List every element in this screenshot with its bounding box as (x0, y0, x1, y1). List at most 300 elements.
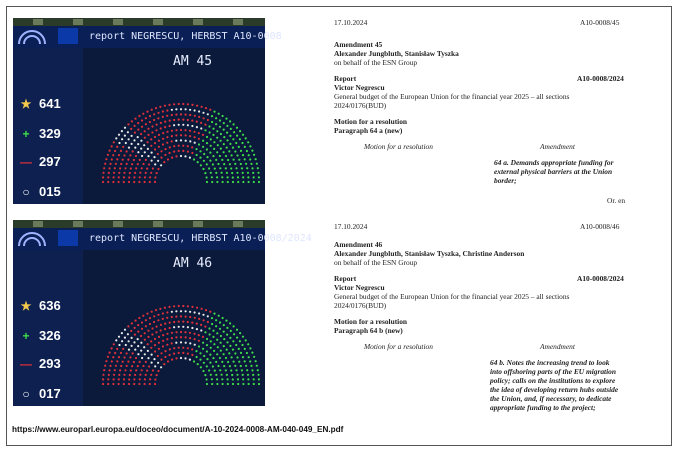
seat-dot (255, 360, 257, 362)
seat-dot (141, 167, 143, 169)
minus-icon: — (20, 155, 32, 169)
seat-dot (131, 365, 133, 367)
seat-dot (236, 172, 238, 174)
seat-dot (247, 343, 249, 345)
seat-dot (116, 146, 118, 148)
doc-language: Or. en (607, 196, 626, 205)
seat-dot (258, 181, 260, 183)
seat-dot (228, 352, 230, 354)
seat-dot (104, 365, 106, 367)
seat-dot (230, 167, 232, 169)
seat-dot (185, 310, 187, 312)
seat-dot (202, 140, 204, 142)
seat-dot (199, 352, 201, 354)
seat-dot (214, 168, 216, 170)
seat-dot (180, 108, 182, 110)
seat-dot (204, 374, 206, 376)
seat-dot (149, 317, 151, 319)
seat-dot (113, 343, 115, 345)
seat-dot (155, 129, 157, 131)
seat-dot (157, 319, 159, 321)
doc-col-left: Motion for a resolution (364, 142, 433, 151)
seat-dot (210, 145, 212, 147)
seat-dot (111, 158, 113, 160)
seat-dot (160, 352, 162, 354)
seat-dot (216, 332, 218, 334)
seat-dot (164, 121, 166, 123)
vote-screen-2 (13, 220, 312, 406)
seat-dot (154, 176, 156, 178)
seat-dot (230, 369, 232, 371)
seat-dot (198, 334, 200, 336)
seat-dot (149, 323, 151, 325)
seat-dot (197, 161, 199, 163)
seat-dot (127, 325, 129, 327)
seat-dot (234, 352, 236, 354)
seat-dot (241, 142, 243, 144)
seat-dot (137, 143, 139, 145)
seat-dot (199, 150, 201, 152)
votes-abstain-row (19, 386, 61, 401)
seat-dot (138, 317, 140, 319)
seat-dot (111, 347, 113, 349)
seat-dot (157, 355, 159, 357)
seat-dot (215, 123, 217, 125)
seat-dot (244, 360, 246, 362)
seat-dot (220, 342, 222, 344)
seat-dot (149, 176, 151, 178)
seat-dot (191, 354, 193, 356)
seat-dot (131, 337, 133, 339)
seat-dot (185, 140, 187, 142)
chamber-topbar (13, 220, 265, 228)
seat-dot (124, 337, 126, 339)
votes-for-row (19, 298, 61, 313)
seat-dot (137, 129, 139, 131)
seat-dot (149, 383, 151, 385)
seat-dot (253, 378, 255, 380)
seat-dot (131, 163, 133, 165)
seat-dot (215, 172, 217, 174)
seat-dot (166, 333, 168, 335)
seat-dot (232, 138, 234, 140)
seat-dot (114, 167, 116, 169)
seat-dot (168, 104, 170, 106)
doc-text-line: into offshoring parts of the EU migration (490, 367, 616, 376)
seat-dot (163, 161, 165, 163)
plus-icon: + (22, 329, 30, 343)
seat-dot (252, 172, 254, 174)
seat-dot (118, 374, 120, 376)
seat-dot (180, 134, 182, 136)
seat-dot (211, 317, 213, 319)
seat-dot (236, 337, 238, 339)
seat-dot (166, 142, 168, 144)
seat-dot (238, 348, 240, 350)
seat-dot (124, 127, 126, 129)
seat-dot (193, 333, 195, 335)
seat-dot (245, 339, 247, 341)
seat-dot (225, 357, 227, 359)
seat-dot (253, 176, 255, 178)
seat-dot (223, 143, 225, 145)
seat-dot (113, 378, 115, 380)
seat-dot (180, 139, 182, 141)
seat-dot (248, 154, 250, 156)
seat-dot (241, 167, 243, 169)
seat-dot (221, 176, 223, 178)
seat-dot (145, 361, 147, 363)
seat-dot (141, 328, 143, 330)
seat-dot (216, 353, 218, 355)
seat-dot (171, 337, 173, 339)
seat-dot (221, 378, 223, 380)
seat-dot (113, 374, 115, 376)
seat-dot (119, 369, 121, 371)
seat-dot (182, 150, 184, 152)
seat-dot (169, 152, 171, 154)
seat-dot (244, 158, 246, 160)
seat-dot (166, 131, 168, 133)
seat-dot (143, 346, 145, 348)
seat-dot (244, 348, 246, 350)
seat-dot (118, 181, 120, 183)
seat-dot (113, 172, 115, 174)
seat-dot (121, 332, 123, 334)
seat-dot (206, 338, 208, 340)
seat-dot (180, 129, 182, 131)
seat-dot (167, 360, 169, 362)
seat-dot (151, 354, 153, 356)
seat-dot (204, 326, 206, 328)
seat-dot (160, 157, 162, 159)
seat-dot (211, 383, 213, 385)
seat-dot (146, 313, 148, 315)
seat-dot (235, 344, 237, 346)
seat-dot (239, 340, 241, 342)
seat-dot (175, 114, 177, 116)
seat-dot (153, 321, 155, 323)
seat-dot (200, 122, 202, 124)
seat-dot (130, 128, 132, 130)
seat-dot (202, 134, 204, 136)
seat-dot (194, 109, 196, 111)
seat-dot (219, 369, 221, 371)
seat-dot (139, 172, 141, 174)
seat-dot (206, 163, 208, 165)
seat-dot (196, 126, 198, 128)
seat-dot (216, 383, 218, 385)
seat-dot (211, 181, 213, 183)
votes-minus: 293 (39, 356, 61, 371)
seat-dot (130, 330, 132, 332)
votes-against: 326 (39, 328, 61, 343)
seat-dot (191, 322, 193, 324)
seat-dot (152, 167, 154, 169)
seat-dot (229, 322, 231, 324)
seat-dot (153, 315, 155, 317)
seat-dot (175, 108, 177, 110)
seat-dot (205, 107, 207, 109)
seat-dot (140, 140, 142, 142)
seat-dot (128, 349, 130, 351)
seat-dot (147, 128, 149, 130)
seat-dot (112, 154, 114, 156)
seat-dot (212, 155, 214, 157)
seat-dot (137, 324, 139, 326)
seat-dot (171, 332, 173, 334)
seat-dot (128, 383, 130, 385)
seat-dot (194, 115, 196, 117)
seat-dot (250, 163, 252, 165)
seat-dot (213, 148, 215, 150)
seat-dot (191, 125, 193, 127)
seat-dot (145, 159, 147, 161)
seat-dot (138, 383, 140, 385)
seat-dot (141, 321, 143, 323)
seat-dot (166, 136, 168, 138)
seat-dot (220, 133, 222, 135)
seat-dot (242, 356, 244, 358)
seat-dot (236, 154, 238, 156)
seat-dot (220, 335, 222, 337)
seat-dot (139, 176, 141, 178)
seat-dot (207, 321, 209, 323)
seat-dot (255, 158, 257, 160)
seat-dot (151, 311, 153, 313)
eu-flag-icon (58, 28, 78, 44)
seat-dot (215, 159, 217, 161)
seat-dot (112, 383, 114, 385)
seat-dot (159, 106, 161, 108)
seat-dot (229, 337, 231, 339)
seat-dot (142, 163, 144, 165)
doc-text-line: external physical barriers at the Union (494, 167, 613, 176)
seat-dot (202, 336, 204, 338)
parliament-logo-icon (17, 230, 47, 248)
seat-dot (213, 141, 215, 143)
seat-dot (142, 113, 144, 115)
seat-dot (151, 109, 153, 111)
seat-dot (175, 342, 177, 344)
seat-dot (102, 181, 104, 183)
seat-dot (212, 357, 214, 359)
seat-dot (210, 347, 212, 349)
seat-dot (225, 369, 227, 371)
seat-dot (118, 378, 120, 380)
seat-dot (116, 348, 118, 350)
seat-dot (202, 342, 204, 344)
seat-dot (235, 142, 237, 144)
seat-dot (123, 181, 125, 183)
seat-dot (168, 306, 170, 308)
seat-dot (237, 378, 239, 380)
seat-dot (242, 176, 244, 178)
seat-dot (225, 118, 227, 120)
seat-dot (230, 128, 232, 130)
seat-dot (189, 130, 191, 132)
seat-dot (147, 134, 149, 136)
seat-dot (180, 155, 182, 157)
seat-dot (145, 374, 147, 376)
seat-dot (123, 172, 125, 174)
seat-dot (154, 344, 156, 346)
seat-dot (211, 115, 213, 117)
seat-dot (103, 167, 105, 169)
seat-dot (229, 365, 231, 367)
seat-dot (185, 342, 187, 344)
seat-dot (234, 163, 236, 165)
seat-dot (127, 333, 129, 335)
doc-col-right: Amendment (540, 342, 575, 351)
seat-dot (244, 146, 246, 148)
seat-dot (182, 145, 184, 147)
seat-dot (208, 167, 210, 169)
seat-dot (155, 107, 157, 109)
seat-dot (126, 150, 128, 152)
seat-dot (135, 167, 137, 169)
seat-dot (206, 181, 208, 183)
seat-dot (238, 146, 240, 148)
doc-col-left: Motion for a resolution (364, 342, 433, 351)
seat-dot (123, 378, 125, 380)
seat-dot (153, 156, 155, 158)
seat-dot (206, 344, 208, 346)
seat-dot (154, 338, 156, 340)
seat-dot (118, 356, 120, 358)
seat-dot (257, 172, 259, 174)
parliament-logo-icon (17, 28, 47, 46)
seat-dot (175, 140, 177, 142)
seat-dot (226, 341, 228, 343)
seat-dot (151, 333, 153, 335)
seat-dot (160, 150, 162, 152)
seat-dot (135, 155, 137, 157)
seat-dot (225, 320, 227, 322)
seat-dot (173, 145, 175, 147)
seat-dot (225, 167, 227, 169)
seat-dot (149, 115, 151, 117)
seat-dot (143, 144, 145, 146)
seat-dot (237, 181, 239, 183)
seat-dot (230, 330, 232, 332)
seat-dot (202, 314, 204, 316)
doc-text-line: policy; calls on the institutions to explore (490, 376, 616, 385)
seat-dot (196, 307, 198, 309)
seat-dot (187, 321, 189, 323)
seat-dot (253, 383, 255, 385)
seat-dot (162, 143, 164, 145)
source-url-link[interactable]: https://www.europarl.europa.eu/doceo/document/A-10-2024-0008-AM-040-049_EN.pdf (12, 425, 344, 434)
seat-dot (158, 140, 160, 142)
seat-dot (149, 121, 151, 123)
seat-dot (144, 332, 146, 334)
seat-dot (144, 339, 146, 341)
seat-dot (162, 340, 164, 342)
seat-dot (221, 361, 223, 363)
seat-dot (157, 153, 159, 155)
seat-dot (236, 127, 238, 129)
seat-dot (216, 130, 218, 132)
seat-dot (212, 128, 214, 130)
seat-dot (150, 340, 152, 342)
seat-dot (147, 350, 149, 352)
seat-dot (223, 136, 225, 138)
seat-dot (158, 342, 160, 344)
seat-dot (217, 365, 219, 367)
seat-dot (226, 125, 228, 127)
seat-dot (222, 115, 224, 117)
seat-dot (211, 323, 213, 325)
seat-dot (187, 305, 189, 307)
seat-dot (203, 355, 205, 357)
seat-dot (134, 374, 136, 376)
seat-dot (113, 141, 115, 143)
seat-dot (253, 356, 255, 358)
seat-dot (198, 110, 200, 112)
seat-dot (185, 316, 187, 318)
seat-dot (140, 335, 142, 337)
seat-dot (132, 352, 134, 354)
seat-dot (153, 113, 155, 115)
seat-dot (127, 123, 129, 125)
seat-dot (203, 160, 205, 162)
seat-dot (157, 362, 159, 364)
seat-dot (219, 328, 221, 330)
seat-dot (240, 163, 242, 165)
seat-dot (157, 117, 159, 119)
seat-dot (226, 327, 228, 329)
seat-dot (213, 313, 215, 315)
seat-dot (158, 146, 160, 148)
seat-dot (107, 356, 109, 358)
seat-dot (135, 369, 137, 371)
seat-dot (123, 374, 125, 376)
seat-dot (245, 163, 247, 165)
doc-title: General budget of the European Union for the financial year 2025 – all sections (334, 292, 570, 301)
seat-dot (184, 155, 186, 157)
seat-dot (154, 142, 156, 144)
seat-dot (180, 336, 182, 338)
seat-dot (175, 310, 177, 312)
seat-dot (202, 112, 204, 114)
seat-dot (151, 131, 153, 133)
seat-dot (227, 159, 229, 161)
seat-dot (127, 159, 129, 161)
seat-dot (107, 154, 109, 156)
seat-dot (222, 383, 224, 385)
seat-dot (134, 125, 136, 127)
seat-dot (198, 143, 200, 145)
amendment-number-display: AM 45 (173, 54, 213, 69)
seat-dot (155, 309, 157, 311)
hemicycle-1 (101, 64, 261, 184)
seat-dot (133, 378, 135, 380)
seat-dot (241, 369, 243, 371)
seat-dot (200, 366, 202, 368)
seat-dot (194, 344, 196, 346)
seat-dot (173, 326, 175, 328)
seat-dot (178, 352, 180, 354)
seat-dot (120, 365, 122, 367)
seat-dot (144, 151, 146, 153)
vote-tally-panel (13, 250, 83, 406)
seat-dot (149, 378, 151, 380)
votes-for: 641 (39, 96, 61, 111)
seat-dot (146, 370, 148, 372)
seat-dot (160, 366, 162, 368)
seat-dot (182, 321, 184, 323)
